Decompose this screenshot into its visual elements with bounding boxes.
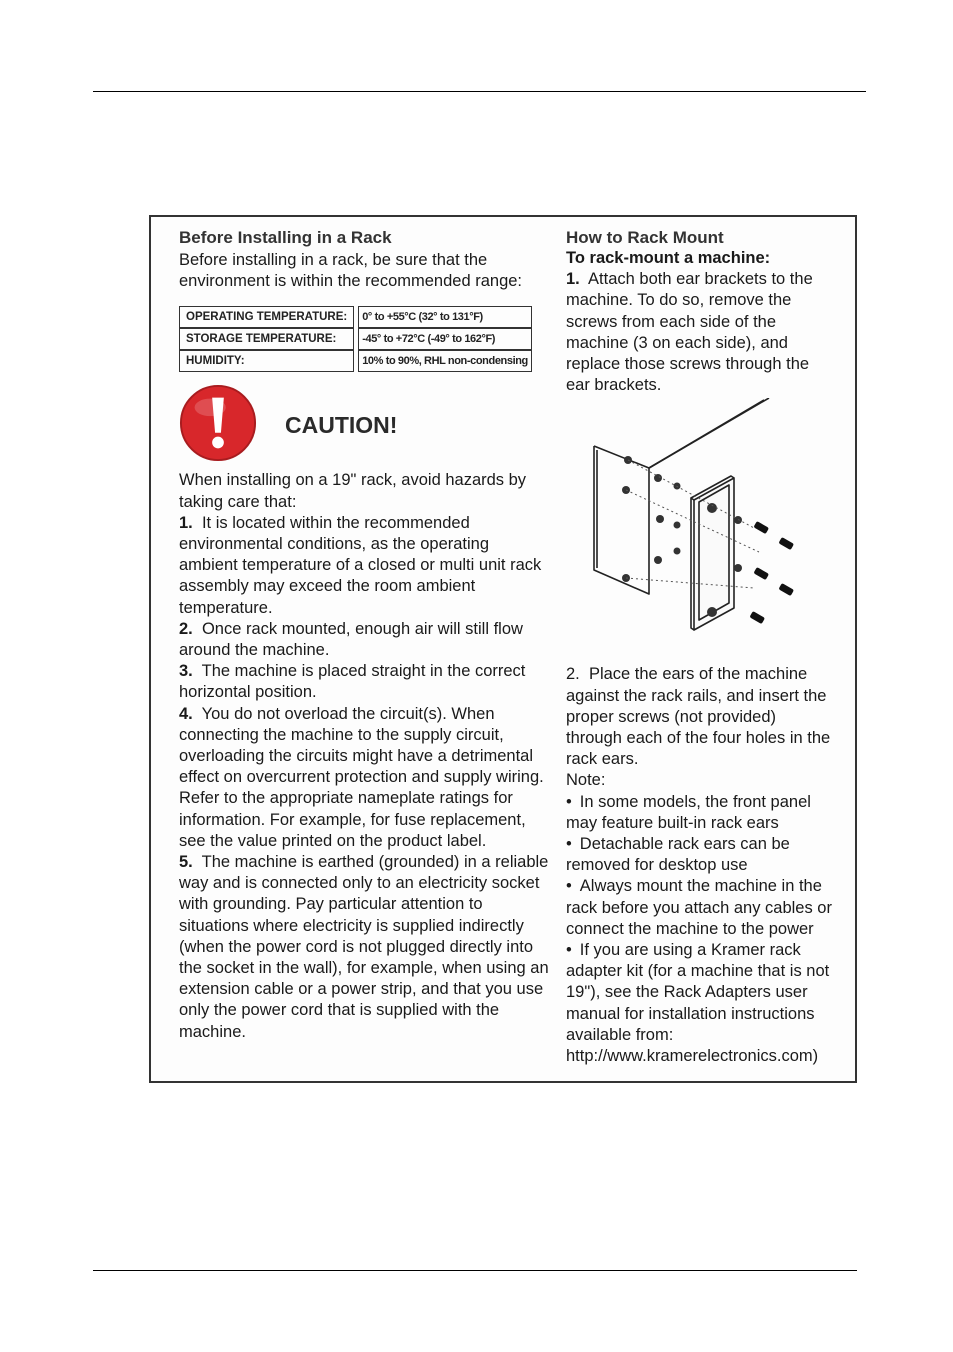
rack-installation-panel [149,215,857,1083]
caution-banner [179,384,551,466]
footer-rule [93,1270,857,1271]
step-2: 2. Place the ears of the machine against the rack rails, and insert the proper screws (not provided) through each of the four holes in the rack ears. [566,665,831,769]
env-value: -45° to +72°C (-49° to 162°F) [358,328,532,350]
env-value: 10% to 90%, RHL non-condensing [358,350,532,372]
rack-ear-illustration [564,398,834,660]
list-item: • Detachable rack ears can be removed for desktop use [566,834,836,876]
rack-mount-subheading: To rack-mount a machine: [566,249,771,267]
intro-text: Before installing in a rack, be sure that the environment is within the recommended range: [179,251,523,291]
env-value: 0° to +55°C (32° to 131°F) [358,306,532,328]
list-item: 3. The machine is placed straight in the correct horizontal position. [179,662,526,702]
table-row [179,350,532,372]
caution-intro: When installing on a 19" rack, avoid hazards by taking care that: [179,471,527,511]
list-item: 5. The machine is earthed (grounded) in a reliable way and is connected only to an electricity socket with grounding. Pay particular attention to situations where electricity is supplied indirectly (when the power cord is not plugged directly into the socket in the wall), for example, when using an extension cable or a power strip, and that you use only the power cord that is supplied with the machine. [179,853,549,1041]
list-item: • Always mount the machine in the rack before you attach any cables or connect the machine to the power [566,876,836,940]
env-label: HUMIDITY: [179,350,354,372]
left-column [179,227,551,1043]
right-column [566,227,836,1067]
env-label: OPERATING TEMPERATURE: [179,306,354,328]
exclamation-icon [179,384,257,462]
list-item: 4. You do not overload the circuit(s). When connecting the machine to the supply circuit, overloading the circuits might have a detrimental effect on overcurrent protection and supply wiring. Refer to the appropriate nameplate ratings for information. For example, for fuse replacement, see the value printed on the product label. [179,704,544,850]
caution-title: CAUTION! [285,412,398,439]
env-label: STORAGE TEMPERATURE: [179,328,354,350]
rack-mount-heading: How to Rack Mount [566,228,724,247]
environment-table [175,306,536,372]
table-row [179,306,532,328]
table-row [179,328,532,350]
list-item: • In some models, the front panel may feature built-in rack ears [566,792,836,834]
note-label: Note: [566,771,606,790]
list-item: 1. It is located within the recommended environmental conditions, as the operating ambient temperature of a closed or multi unit rack assembly may exceed the room ambient temperature. [179,513,542,617]
step-1: 1. Attach both ear brackets to the machine. To do so, remove the screws from each side of the machine (3 on each side), and replace those screws through the ear brackets. [566,270,813,395]
list-item: 2. Once rack mounted, enough air will still flow around the machine. [179,619,523,660]
header-rule [93,91,866,92]
list-item: • If you are using a Kramer rack adapter kit (for a machine that is not 19"), see the Rack Adapters user manual for installation instructions available from: http://www.kramerelectronics.com) [566,940,836,1067]
before-installing-heading: Before Installing in a Rack [179,228,392,247]
